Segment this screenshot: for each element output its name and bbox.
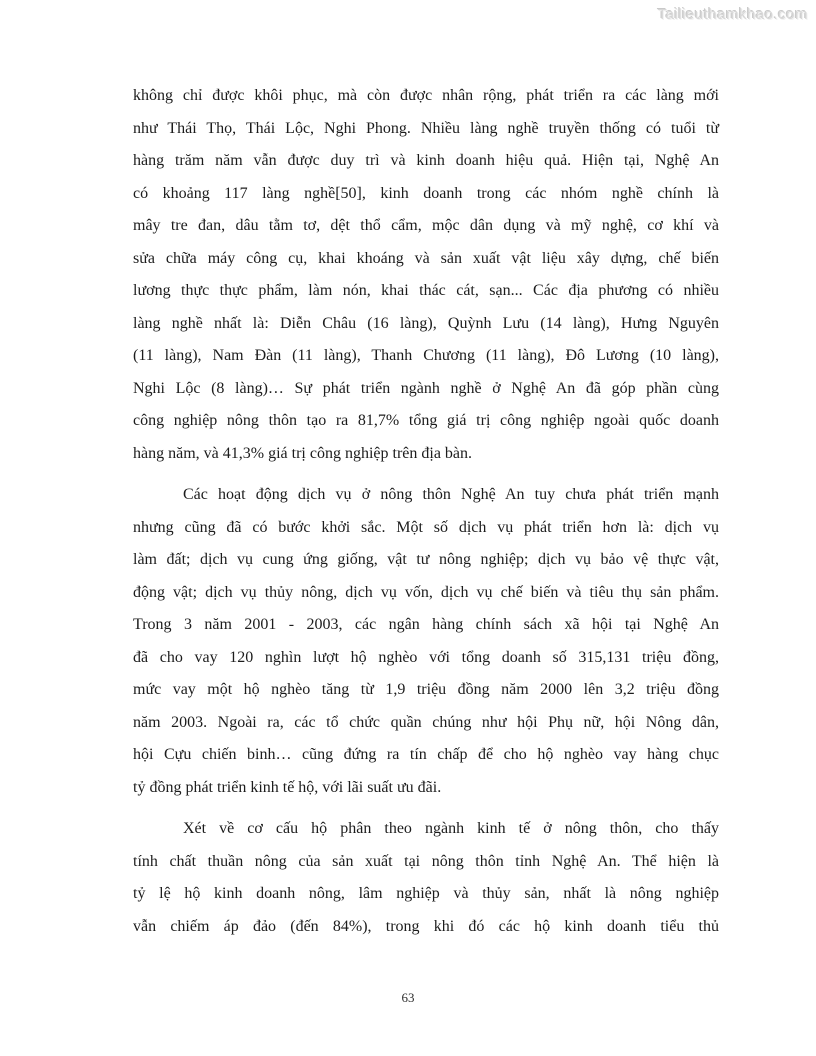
watermark: Tailieuthamkhao.com [657,6,808,23]
text-line: (11 làng), Nam Đàn (11 làng), Thanh Chương (11 làng), Đô Lương (10 làng), [133,347,719,364]
text-line: không chỉ được khôi phục, mà còn được nhân rộng, phát triển ra các làng mới [133,87,719,104]
text-line: vẫn chiếm áp đảo (đến 84%), trong khi đó các hộ kinh doanh tiểu thủ [133,917,719,935]
text-line: tỷ lệ hộ kinh doanh nông, lâm nghiệp và thủy sản, nhất là nông nghiệp [133,885,719,902]
text-line: lương thực thực phẩm, làm nón, khai thác cát, sạn... Các địa phương có nhiều [133,282,719,299]
text-line: tính chất thuần nông của sản xuất tại nông thôn tỉnh Nghệ An. Thể hiện là [133,852,719,870]
text-line: như Thái Thọ, Thái Lộc, Nghi Phong. Nhiều làng nghề truyền thống có tuổi từ [133,119,719,137]
text-line: Xét về cơ cấu hộ phân theo ngành kinh tế ở nông thôn, cho thấy [183,820,719,837]
text-line: mức vay một hộ nghèo tăng từ 1,9 triệu đồng năm 2000 lên 3,2 triệu đồng [133,681,719,698]
page-number: 63 [401,990,415,1005]
text-line: làng nghề nhất là: Diễn Châu (16 làng), Quỳnh Lưu (14 làng), Hưng Nguyên [133,314,719,332]
text-line: mây tre đan, dâu tằm tơ, dệt thổ cẩm, mộc dân dụng và mỹ nghệ, cơ khí và [133,217,719,234]
text-line: nhưng cũng đã có bước khởi sắc. Một số dịch vụ phát triển hơn là: dịch vụ [133,518,719,536]
text-line: Trong 3 năm 2001 - 2003, các ngân hàng chính sách xã hội tại Nghệ An [133,616,719,633]
paragraph [133,813,719,943]
text-line: làm đất; dịch vụ cung ứng giống, vật tư nông nghiệp; dịch vụ bảo vệ thực vật, [133,551,719,568]
text-line: Nghi Lộc (8 làng)… Sự phát triển ngành nghề ở Nghệ An đã góp phần cùng [133,379,719,397]
text-line: hàng năm, và 41,3% giá trị công nghiệp trên địa bàn. [133,444,473,462]
text-line: Các hoạt động dịch vụ ở nông thôn Nghệ An tuy chưa phát triển mạnh [183,486,719,503]
text-line: sửa chữa máy công cụ, khai khoáng và sản xuất vật liệu xây dựng, chế biến [133,249,719,267]
paragraph [133,80,719,470]
text-line: hội Cựu chiến binh… cũng đứng ra tín chấp để cho hộ nghèo vay hàng chục [133,746,719,763]
text-line: công nghiệp nông thôn tạo ra 81,7% tổng giá trị công nghiệp ngoài quốc doanh [133,412,719,429]
text-line: hàng trăm năm vẫn được duy trì và kinh doanh hiệu quả. Hiện tại, Nghệ An [133,152,719,169]
paragraph [133,479,719,804]
text-line: năm 2003. Ngoài ra, các tổ chức quần chúng như hội Phụ nữ, hội Nông dân, [133,713,719,731]
text-line: động vật; dịch vụ thủy nông, dịch vụ vốn, dịch vụ chế biến và tiêu thụ sản phẩm. [133,583,719,601]
document-body [133,80,719,943]
text-line: có khoảng 117 làng nghề[50], kinh doanh trong các nhóm nghề chính là [133,184,719,202]
text-line: tỷ đồng phát triển kinh tế hộ, với lãi suất ưu đãi. [133,778,442,796]
text-line: đã cho vay 120 nghìn lượt hộ nghèo với tổng doanh số 315,131 triệu đồng, [133,648,719,666]
